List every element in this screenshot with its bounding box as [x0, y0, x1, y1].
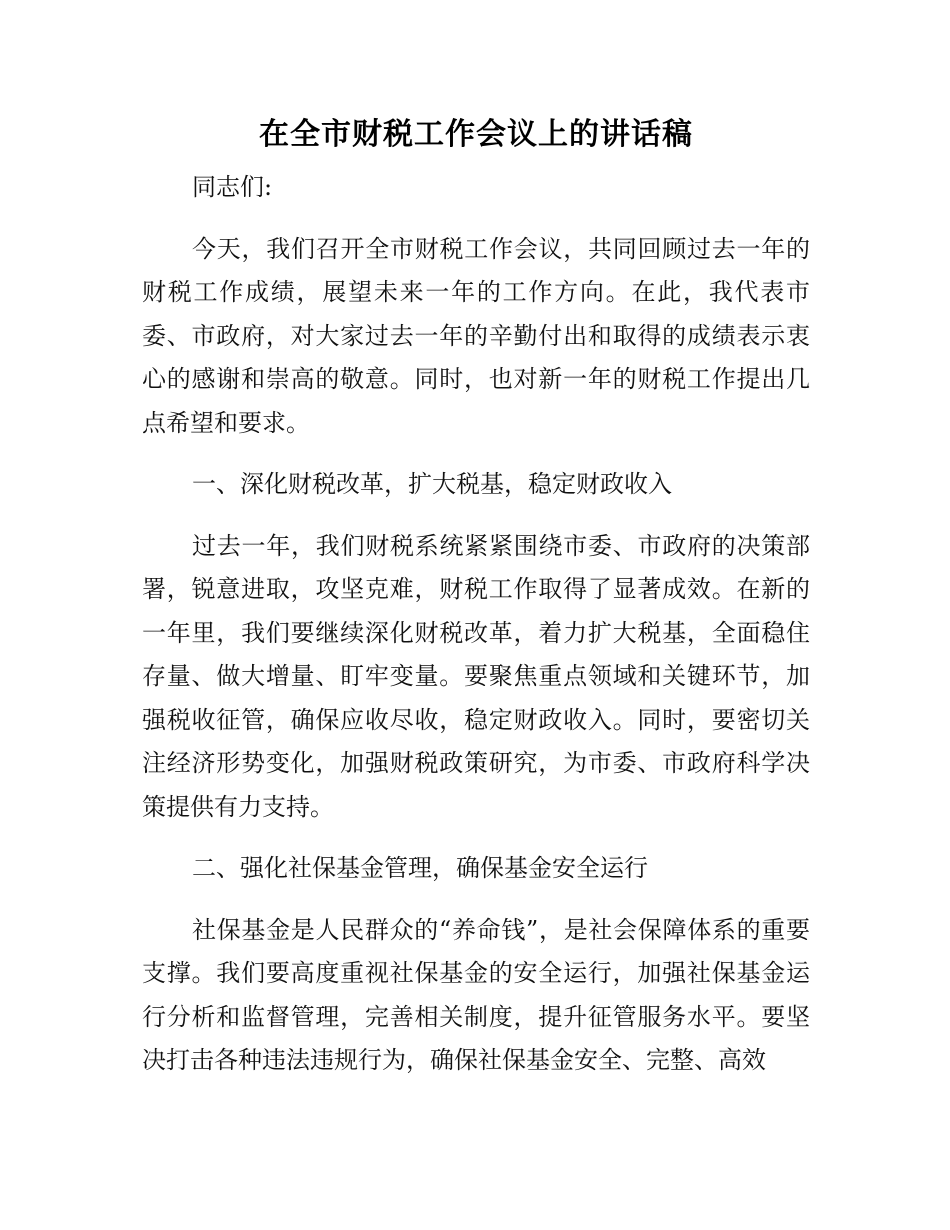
- section-2-heading: 二、强化社保基金管理，确保基金安全运行: [192, 854, 648, 882]
- section-2-paragraph: 社保基金是人民群众的“养命钱”，是社会保障体系的重要支撑。我们要高度重视社保基金的安全运行，加强社保基金运行分析和监督管理，完善相关制度，提升征管服务水平。要坚决打击各种违法违规行为，确保社保基金安全、完整、高效: [142, 915, 810, 1074]
- salutation: 同志们:: [192, 173, 273, 201]
- document-page: [142, 110, 810, 1083]
- section-1-heading: 一、深化财税改革，扩大税基，稳定财政收入: [192, 470, 672, 498]
- section-1-paragraph: 过去一年，我们财税系统紧紧围绕市委、市政府的决策部署，锐意进取，攻坚克难，财税工作取得了显著成效。在新的一年里，我们要继续深化财税改革，着力扩大税基，全面稳住存量、做大增量、盯牢变量。要聚焦重点领域和关键环节，加强税收征管，确保应收尽收，稳定财政收入。同时，要密切关注经济形势变化，加强财税政策研究，为市委、市政府科学决策提供有力支持。: [142, 531, 810, 821]
- intro-paragraph: 今天，我们召开全市财税工作会议，共同回顾过去一年的财税工作成绩，展望未来一年的工作方向。在此，我代表市委、市政府，对大家过去一年的辛勤付出和取得的成绩表示衷心的感谢和崇高的敬意。同时，也对新一年的财税工作提出几点希望和要求。: [142, 234, 810, 437]
- document-title: 在全市财税工作会议上的讲话稿: [259, 117, 693, 152]
